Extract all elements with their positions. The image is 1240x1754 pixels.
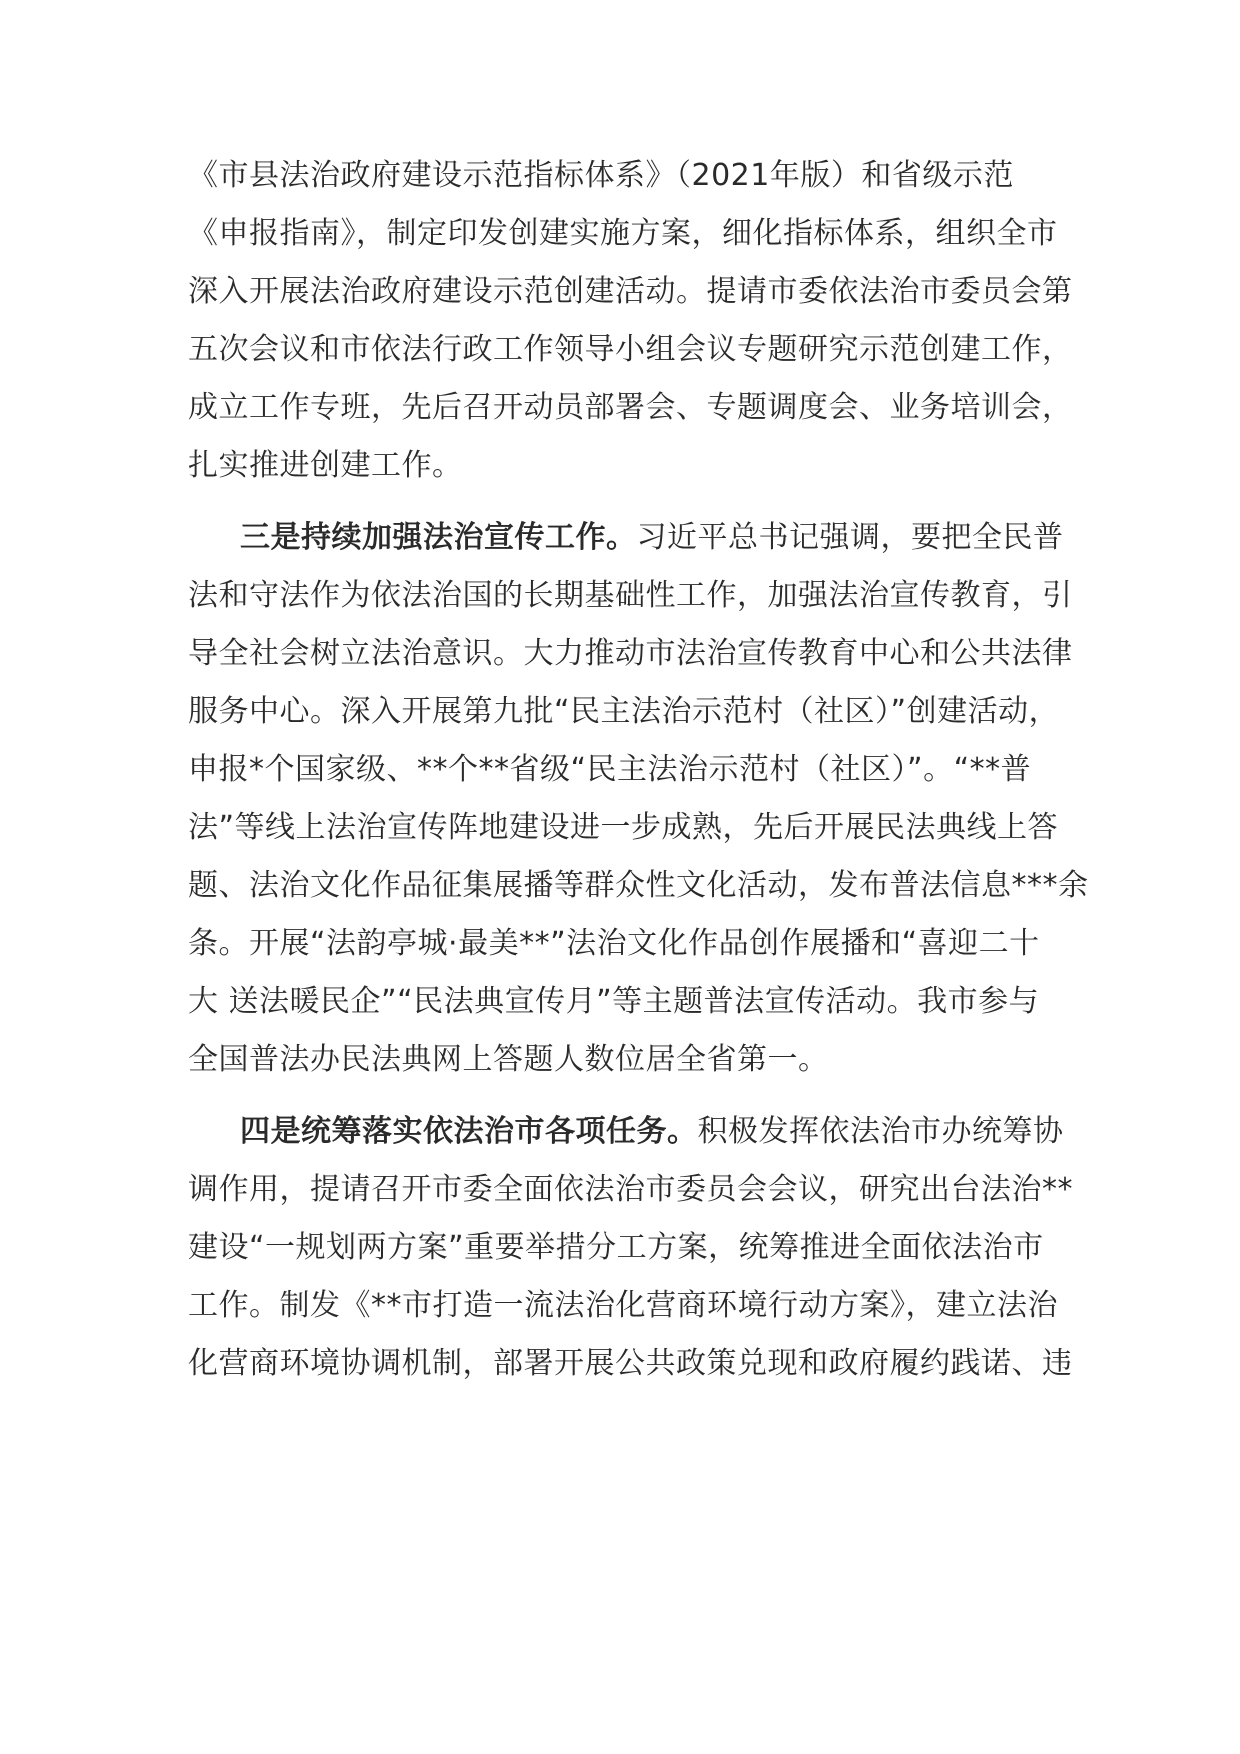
text-line: 条。开展“法韵亭城·最美**”法治文化作品创作展播和“喜迎二十 [188, 926, 1040, 961]
text-line: 五次会议和市依法行政工作领导小组会议专题研究示范创建工作， [188, 332, 1073, 367]
text-line: 三是持续加强法治宣传工作。习近平总书记强调，要把全民普 [240, 520, 1064, 555]
text-line: 建设“一规划两方案”重要举措分工方案，统筹推进全面依法治市 [188, 1230, 1044, 1265]
text-line: 服务中心。深入开展第九批“民主法治示范村（社区）”创建活动， [188, 694, 1060, 729]
text-line: 调作用，提请召开市委全面依法治市委员会会议，研究出台法治** [188, 1172, 1073, 1207]
text-line: 大 送法暖民企”“民法典宣传月”等主题普法宣传活动。我市参与 [188, 984, 1040, 1019]
text-line: 化营商环境协调机制，部署开展公共政策兑现和政府履约践诺、违 [188, 1346, 1073, 1381]
paragraph-heading: 四是统筹落实依法治市各项任务。 [240, 1114, 698, 1149]
text-line: 四是统筹落实依法治市各项任务。积极发挥依法治市办统筹协 [240, 1114, 1064, 1149]
paragraph-heading: 三是持续加强法治宣传工作。 [240, 520, 637, 555]
text-line: 工作。制发《**市打造一流法治化营商环境行动方案》，建立法治 [188, 1288, 1058, 1323]
text-line: 申报*个国家级、**个**省级“民主法治示范村（社区）”。“**普 [188, 752, 1032, 787]
text-line: 导全社会树立法治意识。大力推动市法治宣传教育中心和公共法律 [188, 636, 1073, 671]
text-line: 法”等线上法治宣传阵地建设进一步成熟，先后开展民法典线上答 [188, 810, 1059, 845]
text-line: 全国普法办民法典网上答题人数位居全省第一。 [188, 1042, 829, 1077]
text-line: 法和守法作为依法治国的长期基础性工作，加强法治宣传教育，引 [188, 578, 1073, 613]
text-line: 深入开展法治政府建设示范创建活动。提请市委依法治市委员会第 [188, 274, 1073, 309]
text-line: 《市县法治政府建设示范指标体系》（2021年版）和省级示范 [188, 158, 1014, 193]
text-line: 题、法治文化作品征集展播等群众性文化活动，发布普法信息***余 [188, 868, 1089, 903]
text-line: 成立工作专班，先后召开动员部署会、专题调度会、业务培训会， [188, 390, 1073, 425]
text-line: 《申报指南》，制定印发创建实施方案，细化指标体系，组织全市 [188, 216, 1058, 251]
text-line: 扎实推进创建工作。 [188, 448, 463, 483]
